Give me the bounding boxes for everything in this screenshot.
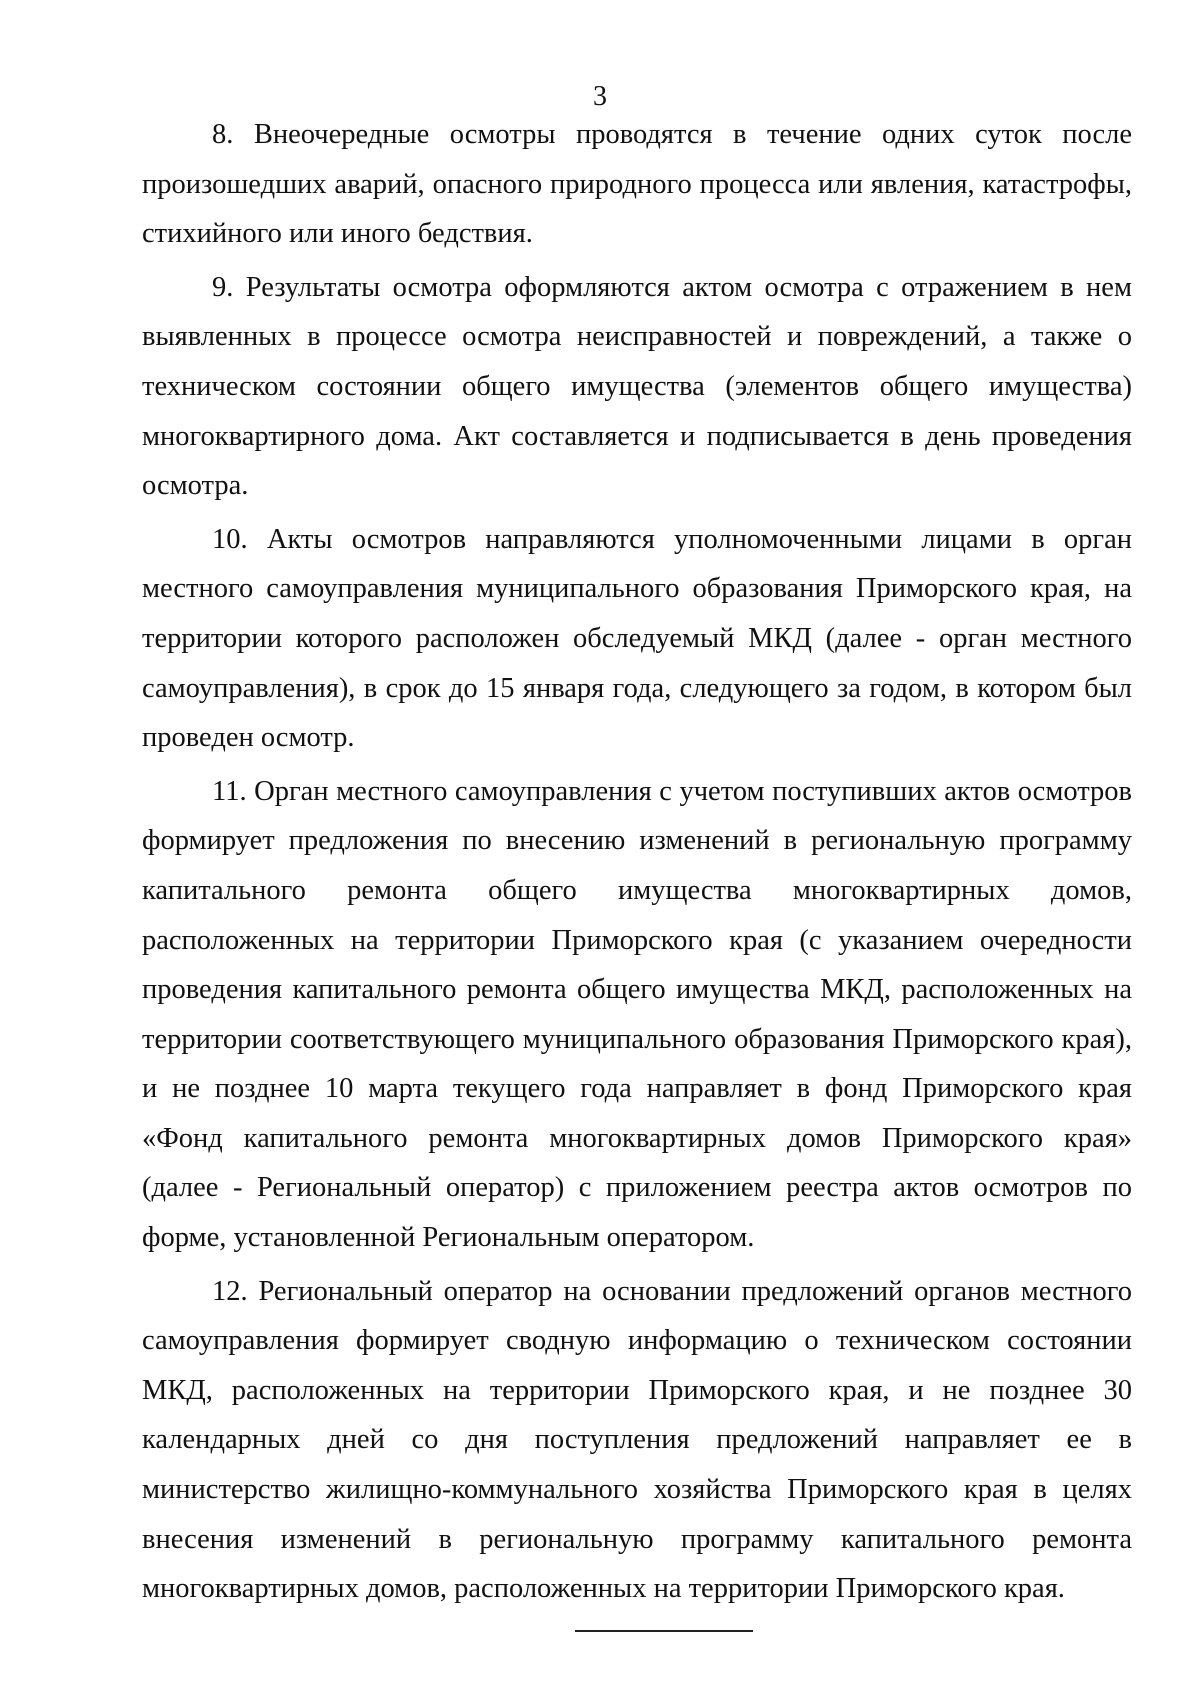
paragraph-8: 8. Внеочередные осмотры проводятся в течение одних суток после произошедших аварий, опасного природного процесса или явления, катастрофы, стихийного или иного бедствия.	[142, 119, 1132, 250]
paragraph-12: 12. Региональный оператор на основании предложений органов местного самоуправления формирует сводную информацию о техническом состоянии МКД, расположенных на территории Приморского края, и не позднее 30 календарных дней со дня поступления предложений направляет ее в министерство жилищно-коммунального хозяйства Приморского края в целях внесения изменений в региональную программу капитального ремонта многоквартирных домов, расположенных на территории Приморского края.	[142, 1275, 1132, 1605]
document-body	[142, 110, 1132, 1618]
paragraph-9: 9. Результаты осмотра оформляются актом осмотра с отражением в нем выявленных в процессе осмотра неисправностей и повреждений, а также о техническом состоянии общего имущества (элементов общего имущества) многоквартирного дома. Акт составляется и подписывается в день проведения осмотра.	[142, 271, 1132, 502]
paragraph-11: 11. Орган местного самоуправления с учетом поступивших актов осмотров формирует предложения по внесению изменений в региональную программу капитального ремонта общего имущества многоквартирных домов, расположенных на территории Приморского края (с указанием очередности проведения капитального ремонта общего имущества МКД, расположенных на территории соответствующего муниципального образования Приморского края), и не позднее 10 марта текущего года направляет в фонд Приморского края «Фонд капитального ремонта многоквартирных домов Приморского края» (далее - Региональный оператор) с приложением реестра актов осмотров по форме, установленной Региональным оператором.	[142, 775, 1132, 1254]
page-number: 3	[593, 81, 607, 112]
end-of-document-rule	[575, 1630, 753, 1632]
paragraph-10: 10. Акты осмотров направляются уполномоченными лицами в орган местного самоуправления муниципального образования Приморского края, на территории которого расположен обследуемый МКД (далее - орган местного самоуправления), в срок до 15 января года, следующего за годом, в котором был проведен осмотр.	[142, 523, 1132, 754]
